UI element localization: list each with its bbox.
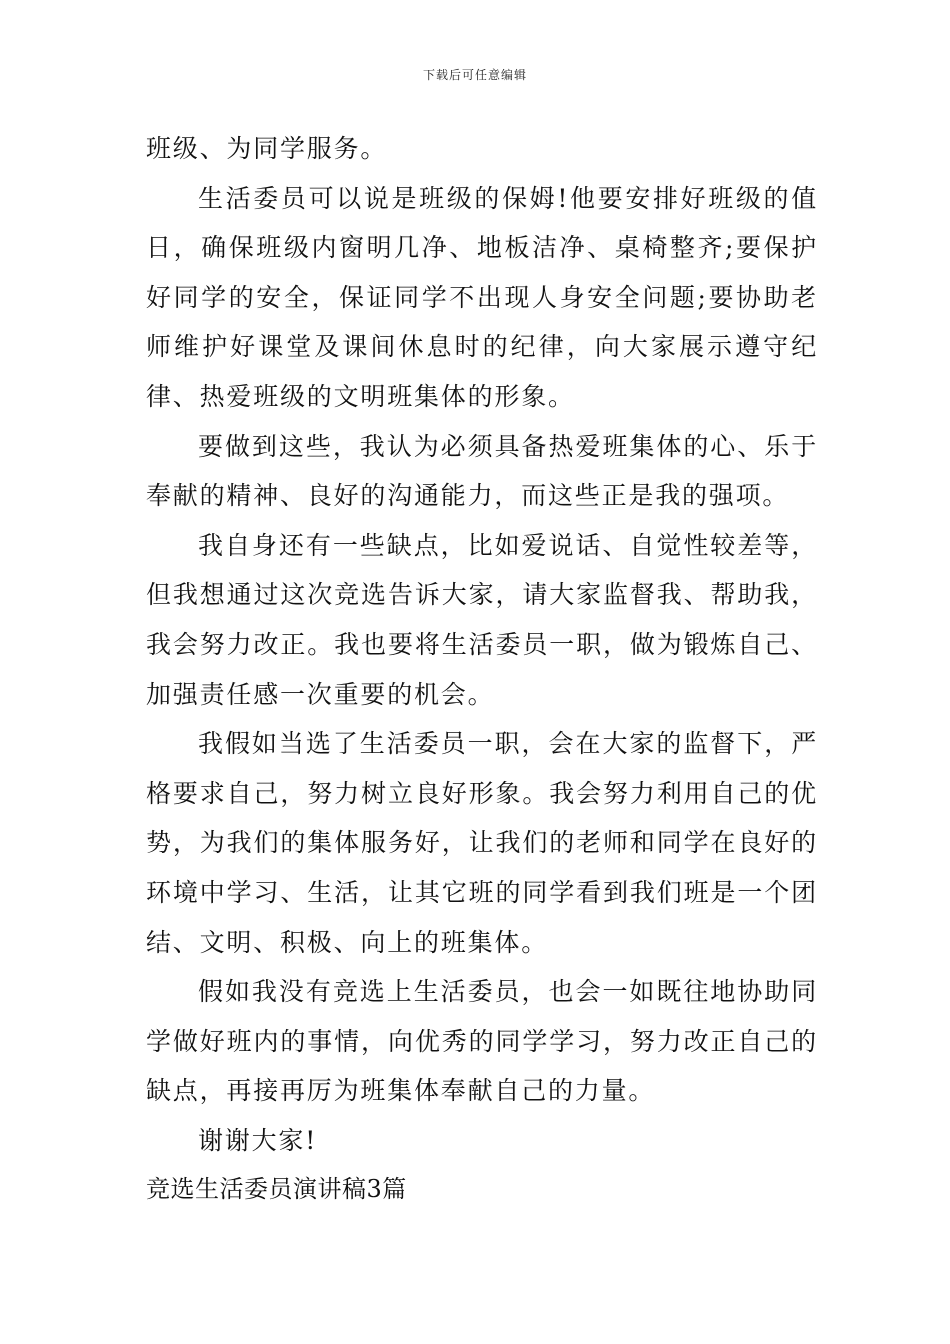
paragraph-1: 班级、为同学服务。 [146, 134, 388, 163]
section-title: 竞选生活委员演讲稿3篇 [146, 1175, 407, 1204]
paragraph-6: 假如我没有竞选上生活委员，也会一如既往地协助同学做好班内的事情，向优秀的同学学习，努力改正自己的缺点，再接再厉为班集体奉献自己的力量。 [146, 977, 818, 1106]
paragraph-7: 谢谢大家! [198, 1125, 318, 1155]
page-header: 下载后可任意编辑 [422, 68, 527, 82]
document-body [146, 124, 818, 1215]
paragraph-5: 我假如当选了生活委员一职，会在大家的监督下，严格要求自己，努力树立良好形象。我会努力利用自己的优势，为我们的集体服务好，让我们的老师和同学在良好的环境中学习、生活，让其它班的同学看到我们班是一个团结、文明、积极、向上的班集体。 [146, 729, 818, 957]
paragraph-2: 生活委员可以说是班级的保姆!他要安排好班级的值日，确保班级内窗明几净、地板洁净、桌椅整齐;要保护好同学的安全，保证同学不出现人身安全问题;要协助老师维护好课堂及课间休息时的纪律，向大家展示遵守纪律、热爱班级的文明班集体的形象。 [146, 183, 818, 411]
paragraph-3: 要做到这些，我认为必须具备热爱班集体的心、乐于奉献的精神、良好的沟通能力，而这些正是我的强项。 [146, 431, 818, 511]
paragraph-4: 我自身还有一些缺点，比如爱说话、自觉性较差等，但我想通过这次竞选告诉大家，请大家监督我、帮助我，我会努力改正。我也要将生活委员一职，做为锻炼自己、加强责任感一次重要的机会。 [146, 530, 818, 709]
